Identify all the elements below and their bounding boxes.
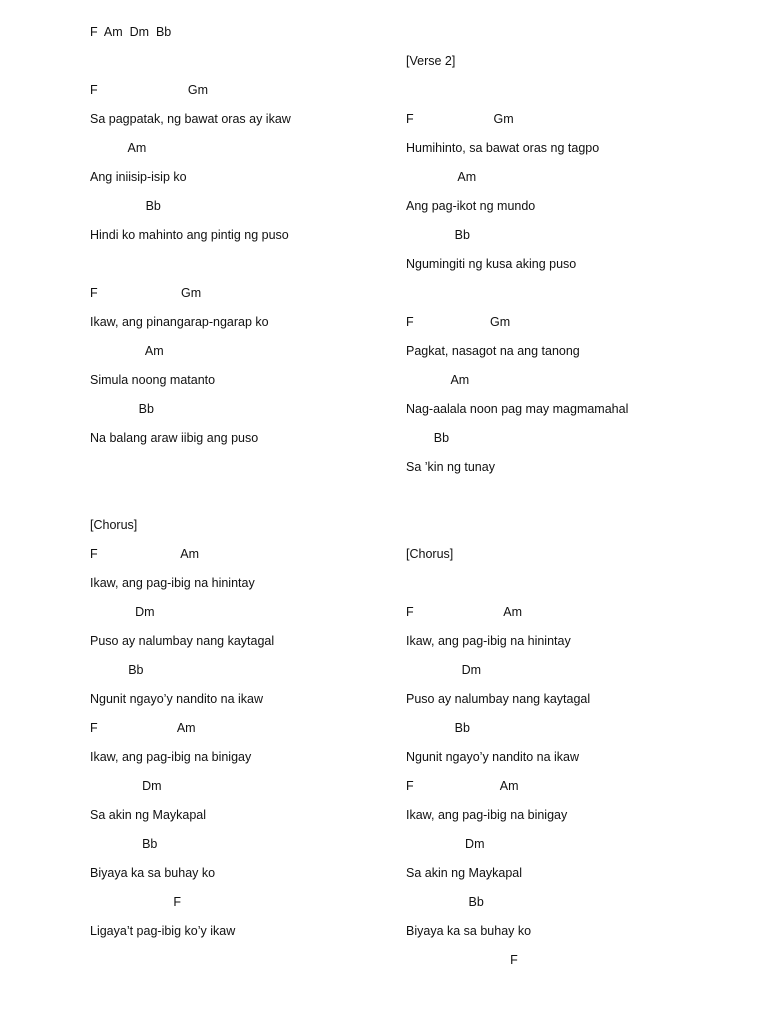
chord-line: F Gm [406,112,514,126]
chord-line: Bb [406,431,450,445]
chord-line: Bb [90,837,158,851]
lyric-line: Hindi ko mahinto ang pintig ng puso [90,228,289,242]
chord-line: F Am [90,721,196,735]
section-heading: [Chorus] [406,547,454,561]
chord-line: Bb [406,228,470,242]
chord-line: Bb [406,895,484,909]
lyric-line: Ikaw, ang pinangarap-ngarap ko [90,315,269,329]
lyric-line: Simula noong matanto [90,373,216,387]
chord-line: F Am [406,779,519,793]
chord-line: Dm [406,837,485,851]
chord-line: Am [406,373,470,387]
lyric-line: Ikaw, ang pag-ibig na binigay [406,808,568,822]
section-heading: [Verse 2] [406,54,456,68]
chord-line: Dm [406,663,482,677]
lyric-line: Biyaya ka sa buhay ko [90,866,216,880]
chord-line: F Am [90,547,200,561]
lyric-line: Ngumingiti ng kusa aking puso [406,257,577,271]
chord-line: Am [90,141,147,155]
lyric-line: Ngunit ngayo’y nandito na ikaw [406,750,580,764]
lyric-line: Puso ay nalumbay nang kaytagal [406,692,591,706]
lyric-line: Na balang araw iibig ang puso [90,431,259,445]
lyric-line: Sa pagpatak, ng bawat oras ay ikaw [90,112,291,126]
chord-line: F [406,953,518,967]
chord-line: Dm [90,605,155,619]
lyric-line: Nag-aalala noon pag may magmamahal [406,402,629,416]
chord-line: F [90,895,181,909]
chord-line: F Gm [406,315,511,329]
chord-line: F Gm [90,286,202,300]
lyric-line: Ang pag-ikot ng mundo [406,199,536,213]
chord-line: Bb [90,663,144,677]
lyric-line: Sa akin ng Maykapal [90,808,207,822]
lyric-line: Ngunit ngayo’y nandito na ikaw [90,692,264,706]
chord-line: Am [406,170,477,184]
lyric-line: Puso ay nalumbay nang kaytagal [90,634,275,648]
chord-line: Bb [90,199,161,213]
chord-line: Bb [406,721,470,735]
lyric-line: Ikaw, ang pag-ibig na binigay [90,750,252,764]
chord-line: F Am Dm Bb [90,25,172,39]
chord-line: Bb [90,402,154,416]
chord-line: Dm [90,779,162,793]
lyric-line: Sa ’kin ng tunay [406,460,495,474]
chord-line: Am [90,344,164,358]
lyric-line: Ang iniisip-isip ko [90,170,187,184]
chord-line: F Am [406,605,522,619]
lyric-line: Ikaw, ang pag-ibig na hinintay [90,576,255,590]
lyric-line: Sa akin ng Maykapal [406,866,523,880]
chord-line: F Gm [90,83,209,97]
lyric-line: Pagkat, nasagot na ang tanong [406,344,580,358]
section-heading: [Chorus] [90,518,138,532]
lyric-line: Humihinto, sa bawat oras ng tagpo [406,141,600,155]
lyric-line: Ligaya’t pag-ibig ko’y ikaw [90,924,236,938]
lyric-line: Ikaw, ang pag-ibig na hinintay [406,634,571,648]
lyric-line: Biyaya ka sa buhay ko [406,924,532,938]
